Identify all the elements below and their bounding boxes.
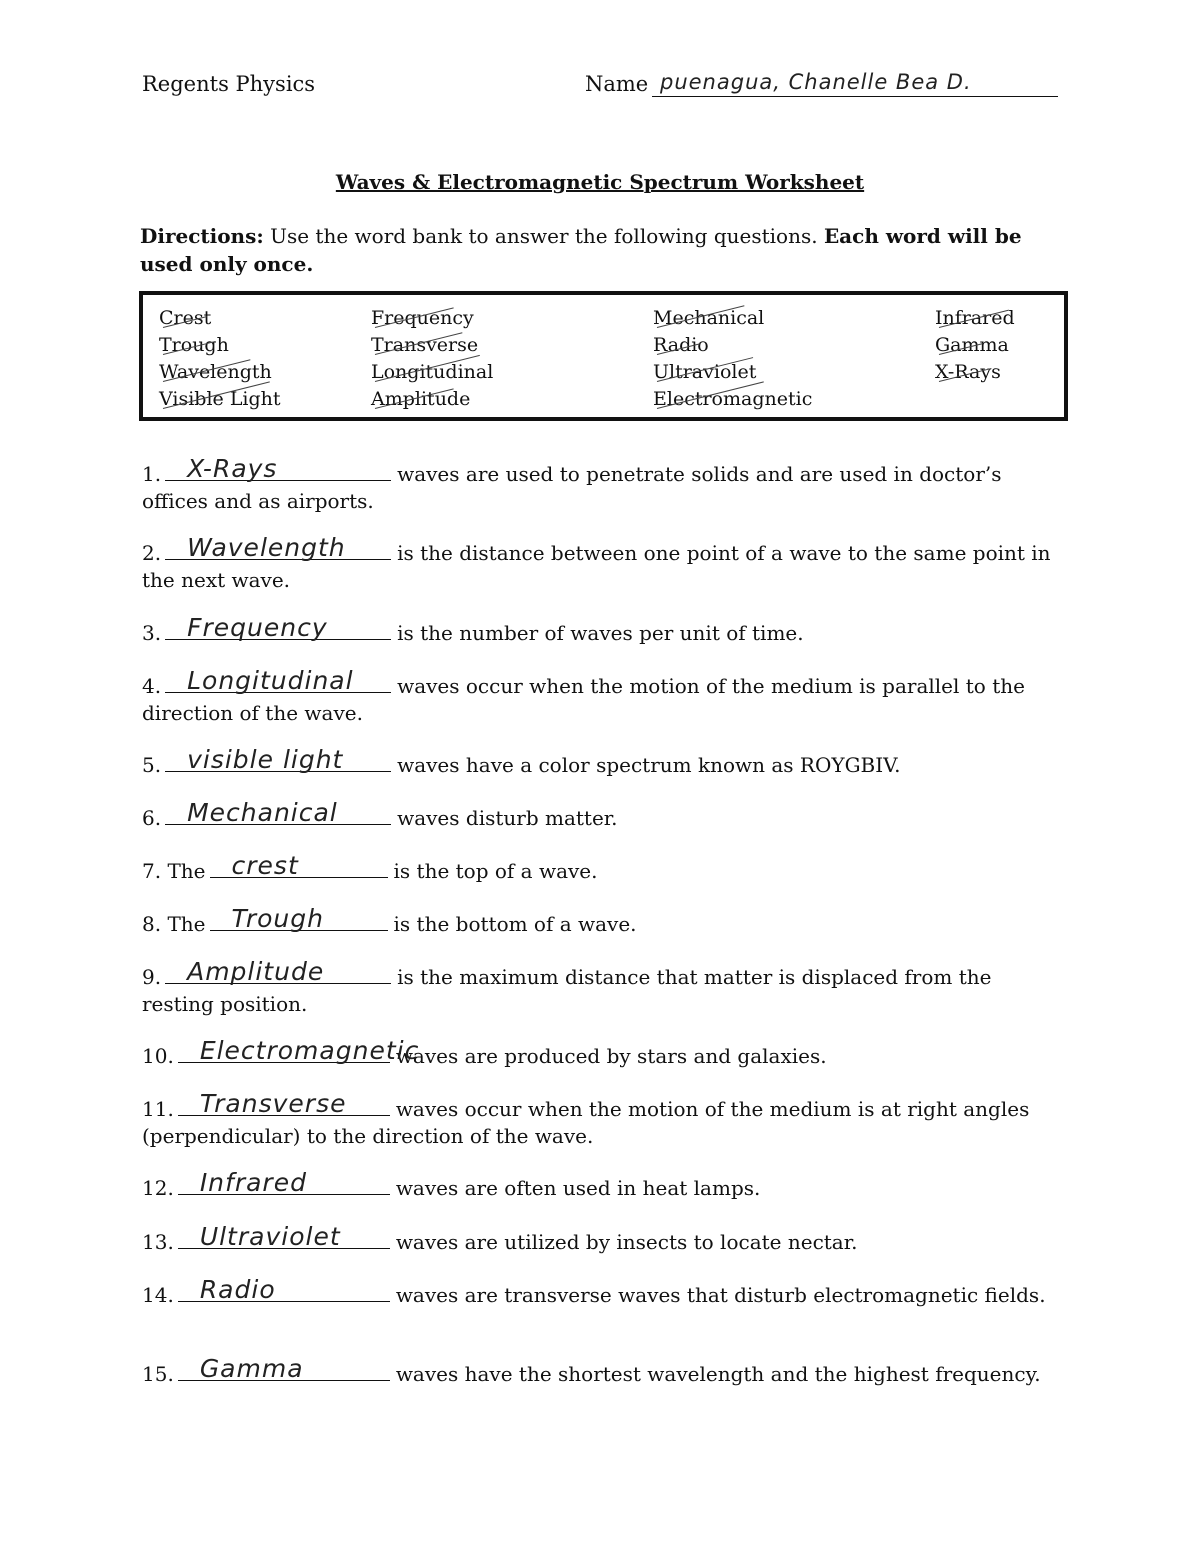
question-item [142,613,1062,647]
word-bank [139,291,1068,421]
question-item [142,1275,1062,1309]
handwritten-answer: X-Rays [187,454,278,483]
question-number: 8. [142,912,162,936]
question-number: 5. [142,753,162,777]
question-item [142,666,1062,727]
answer-blank[interactable] [165,454,391,483]
word-bank-item: Radio [653,334,709,356]
question-text: is the number of waves per unit of time. [397,621,804,645]
question-prefix: The [161,859,206,883]
question-text: is the distance between one point of a wave to the same point in the next wave. [142,541,1051,592]
handwritten-answer: Frequency [187,613,328,642]
question-number: 14. [142,1283,174,1307]
answer-blank[interactable] [165,957,391,986]
answer-blank[interactable] [178,1222,390,1251]
question-text: waves are utilized by insects to locate nectar. [395,1230,858,1254]
question-number: 2. [142,541,162,565]
answer-blank[interactable] [165,745,391,774]
question-text: is the maximum distance that matter is displaced from the resting position. [142,965,992,1016]
word-bank-item: Ultraviolet [653,361,757,383]
answer-blank[interactable] [178,1275,390,1304]
handwritten-answer: Amplitude [187,957,325,986]
student-name: puenagua, Chanelle Bea D. [660,70,972,94]
answer-blank[interactable] [178,1354,390,1383]
directions [140,222,1060,278]
word-bank-item: Infrared [935,307,1015,329]
question-text: waves are often used in heat lamps. [395,1176,761,1200]
question-text: is the bottom of a wave. [393,912,637,936]
answer-blank[interactable] [178,1168,390,1197]
question-number: 11. [142,1097,174,1121]
word-bank-item: Gamma [935,334,1009,356]
question-number: 1. [142,462,162,486]
question-text: waves have the shortest wavelength and the highest frequency. [395,1362,1041,1386]
question-number: 4. [142,674,162,698]
question-prefix: The [161,912,206,936]
question-number: 7. [142,859,162,883]
question-text: waves are produced by stars and galaxies. [395,1044,827,1068]
question-number: 10. [142,1044,174,1068]
question-text: is the top of a wave. [393,859,598,883]
word-bank-item: Amplitude [371,388,471,410]
word-bank-item: Wavelength [159,361,272,383]
question-item [142,1089,1062,1150]
question-text: waves have a color spectrum known as ROYGBIV. [397,753,901,777]
handwritten-answer: Mechanical [187,798,338,827]
question-item [142,1354,1062,1388]
question-number: 13. [142,1230,174,1254]
answer-blank[interactable] [165,533,391,562]
word-bank-item: X-Rays [935,361,1001,383]
handwritten-answer: Transverse [199,1089,347,1118]
answer-blank[interactable] [178,1036,420,1065]
answer-blank[interactable] [165,798,391,827]
question-number: 12. [142,1176,174,1200]
question-item [142,533,1062,594]
question-item [142,1168,1062,1202]
answer-blank[interactable] [210,904,388,933]
question-number: 3. [142,621,162,645]
question-item [142,454,1062,515]
answer-blank[interactable] [210,851,388,880]
word-bank-item: Electromagnetic [653,388,813,410]
question-number: 6. [142,806,162,830]
handwritten-answer: Trough [231,904,324,933]
question-text: waves are transverse waves that disturb electromagnetic fields. [395,1283,1046,1307]
name-line [652,96,1058,97]
question-text: waves disturb matter. [397,806,618,830]
name-label: Name [585,72,649,96]
handwritten-answer: crest [231,851,299,880]
handwritten-answer: Gamma [199,1354,304,1383]
word-bank-item: Mechanical [653,307,765,329]
answer-blank[interactable] [178,1089,390,1118]
directions-text: Use the word bank to answer the following questions. [263,224,824,248]
word-bank-item: Longitudinal [371,361,494,383]
word-bank-item: Crest [159,307,212,329]
question-item [142,851,1062,885]
word-bank-item: Trough [159,334,229,356]
handwritten-answer: Wavelength [187,533,346,562]
course-title: Regents Physics [142,72,316,96]
question-text: waves occur when the motion of the medium is at right angles (perpendicular) to the direction of the wave. [142,1097,1030,1148]
handwritten-answer: Electromagnetic [199,1036,420,1065]
question-text: waves are used to penetrate solids and are used in doctor’s offices and as airports. [142,462,1002,513]
word-bank-item: Frequency [371,307,474,329]
question-number: 15. [142,1362,174,1386]
question-text: waves occur when the motion of the medium is parallel to the direction of the wave. [142,674,1025,725]
question-item [142,957,1062,1018]
handwritten-answer: Ultraviolet [199,1222,341,1251]
question-number: 9. [142,965,162,989]
question-item [142,1222,1062,1256]
handwritten-answer: Radio [199,1275,276,1304]
word-bank-item: Visible Light [159,388,281,410]
directions-label: Directions: [140,224,264,248]
question-item [142,904,1062,938]
answer-blank[interactable] [165,666,391,695]
question-item [142,745,1062,779]
handwritten-answer: Longitudinal [187,666,354,695]
handwritten-answer: Infrared [199,1168,307,1197]
question-item [142,1036,1062,1070]
question-item [142,798,1062,832]
handwritten-answer: visible light [187,745,344,774]
answer-blank[interactable] [165,613,391,642]
page-title: Waves & Electromagnetic Spectrum Worksheet [335,170,865,194]
directions-emphasis: Each word will be used only once. [140,224,1022,276]
word-bank-item: Transverse [371,334,479,356]
